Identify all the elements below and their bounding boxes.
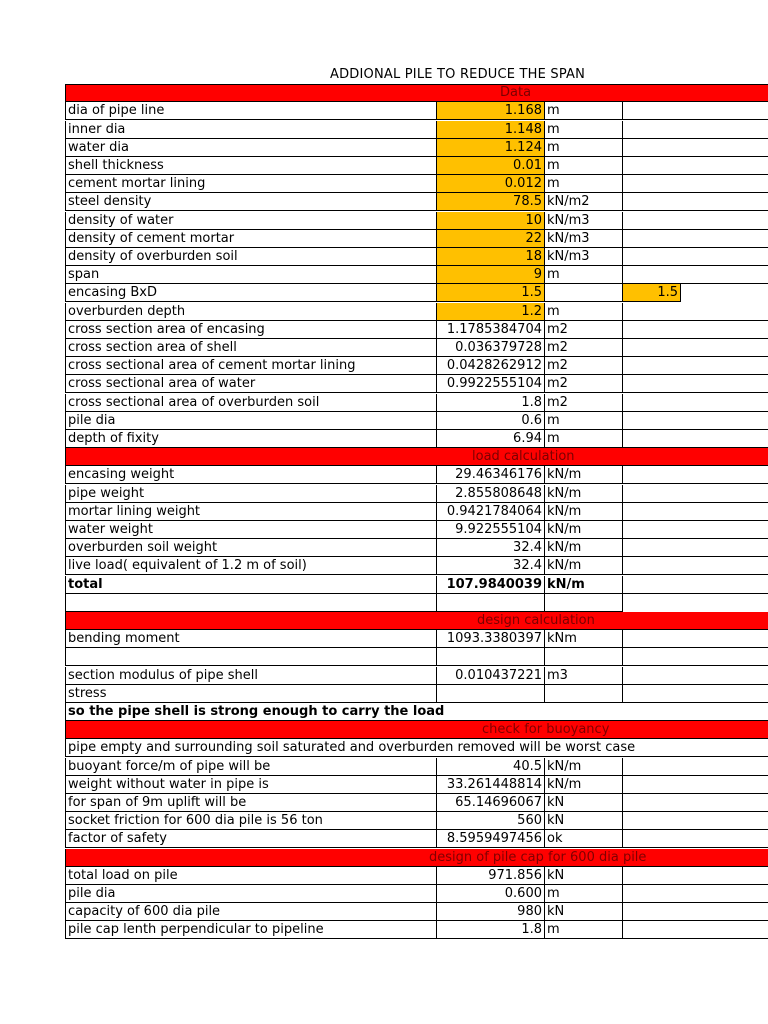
row-value: 78.5 — [437, 193, 545, 211]
row-value: 1.8 — [437, 394, 545, 412]
row-extra — [623, 466, 768, 484]
row-label: density of overburden soil — [65, 248, 437, 266]
row-value: 65.14696067 — [437, 794, 545, 812]
table-row — [65, 867, 768, 885]
row-extra — [623, 576, 768, 594]
row-label: capacity of 600 dia pile — [65, 903, 437, 921]
row-extra — [623, 521, 768, 539]
row-value — [437, 648, 545, 666]
row-unit: kN/m2 — [545, 193, 623, 211]
row-extra — [623, 139, 768, 157]
section-header-pilecap-fill — [65, 849, 768, 867]
row-unit: m — [545, 175, 623, 193]
row-unit: kN — [545, 903, 623, 921]
table-row — [65, 412, 768, 430]
table-row — [65, 466, 768, 484]
row-extra — [623, 193, 768, 211]
row-value: 29.46346176 — [437, 466, 545, 484]
row-unit: m — [545, 266, 623, 284]
row-extra — [623, 776, 768, 794]
table-row — [65, 776, 768, 794]
row-unit: m2 — [545, 339, 623, 357]
table-row — [65, 503, 768, 521]
row-value: 8.5959497456 — [437, 830, 545, 848]
row-extra — [623, 375, 768, 393]
row-unit: kN/m — [545, 539, 623, 557]
row-extra — [623, 485, 768, 503]
section-header-buoyancy-text: check for buoyancy — [482, 722, 610, 737]
table-row — [65, 539, 768, 557]
row-extra — [623, 175, 768, 193]
row-value: 1.168 — [437, 102, 545, 120]
table-row — [65, 830, 768, 848]
row-unit: kN — [545, 794, 623, 812]
row-unit: m2 — [545, 375, 623, 393]
row-label: section modulus of pipe shell — [65, 667, 437, 685]
row-label: cement mortar lining — [65, 175, 437, 193]
row-extra — [623, 812, 768, 830]
row-label: buoyant force/m of pipe will be — [65, 758, 437, 776]
table-row — [65, 648, 768, 666]
table-row — [65, 321, 768, 339]
section-header-design-text: design calculation — [477, 613, 595, 628]
row-extra — [623, 830, 768, 848]
table-row — [65, 903, 768, 921]
row-extra — [623, 903, 768, 921]
row-unit: m3 — [545, 667, 623, 685]
row-label: total — [65, 576, 437, 594]
row-unit: kNm — [545, 630, 623, 648]
row-extra — [623, 503, 768, 521]
row-label: dia of pipe line — [65, 102, 437, 120]
row-unit: kN/m — [545, 557, 623, 575]
row-label: steel density — [65, 193, 437, 211]
row-label: so the pipe shell is strong enough to carry the load — [65, 703, 768, 721]
table-row — [65, 139, 768, 157]
table-row — [65, 685, 768, 703]
table-row — [65, 230, 768, 248]
row-value: 32.4 — [437, 557, 545, 575]
row-label: pile dia — [65, 412, 437, 430]
section-header-data-text: Data — [500, 85, 532, 100]
row-label: cross sectional area of water — [65, 375, 437, 393]
row-extra — [623, 685, 768, 703]
row-label: for span of 9m uplift will be — [65, 794, 437, 812]
row-unit: m — [545, 921, 623, 939]
row-value: 0.0428262912 — [437, 357, 545, 375]
table-row — [65, 667, 768, 685]
row-unit: kN/m — [545, 503, 623, 521]
row-label: water dia — [65, 139, 437, 157]
row-label: pipe empty and surrounding soil saturated and overburden removed will be worst case — [65, 739, 768, 757]
row-extra — [623, 321, 768, 339]
table-row — [65, 175, 768, 193]
row-label: cross section area of encasing — [65, 321, 437, 339]
row-extra — [623, 248, 768, 266]
row-extra — [623, 303, 768, 321]
blank-cell — [437, 594, 545, 612]
table-row — [65, 812, 768, 830]
row-unit — [545, 685, 623, 703]
row-label: water weight — [65, 521, 437, 539]
row-value: 980 — [437, 903, 545, 921]
row-label: shell thickness — [65, 157, 437, 175]
row-value: 22 — [437, 230, 545, 248]
row-extra — [623, 557, 768, 575]
table-row — [65, 375, 768, 393]
row-value: 0.012 — [437, 175, 545, 193]
row-unit: m — [545, 412, 623, 430]
row-value: 107.9840039 — [437, 576, 545, 594]
row-extra — [623, 357, 768, 375]
row-extra — [623, 885, 768, 903]
table-row — [65, 303, 768, 321]
row-unit: m2 — [545, 394, 623, 412]
row-unit: kN/m — [545, 576, 623, 594]
table-row — [65, 121, 768, 139]
row-label: span — [65, 266, 437, 284]
row-unit: kN/m — [545, 466, 623, 484]
row-unit: kN/m — [545, 758, 623, 776]
row-unit: kN/m — [545, 485, 623, 503]
row-value: 0.036379728 — [437, 339, 545, 357]
row-label: total load on pile — [65, 867, 437, 885]
row-value: 1.2 — [437, 303, 545, 321]
row-value: 971.856 — [437, 867, 545, 885]
row-unit: m2 — [545, 321, 623, 339]
row-unit: ok — [545, 830, 623, 848]
sheet-title — [65, 66, 768, 84]
table-row — [65, 394, 768, 412]
row-unit — [545, 648, 623, 666]
row-extra — [623, 630, 768, 648]
row-value: 1.8 — [437, 921, 545, 939]
row-extra — [623, 648, 768, 666]
row-label: pile dia — [65, 885, 437, 903]
section-header-load-fill — [65, 448, 768, 466]
row-label: cross sectional area of overburden soil — [65, 394, 437, 412]
row-label: density of water — [65, 212, 437, 230]
row-extra — [623, 212, 768, 230]
table-row — [65, 157, 768, 175]
row-extra — [623, 157, 768, 175]
row-unit: m — [545, 885, 623, 903]
row-unit — [545, 284, 623, 302]
blank-cell — [545, 594, 623, 612]
table-row — [65, 193, 768, 211]
row-label: factor of safety — [65, 830, 437, 848]
table-row — [65, 102, 768, 120]
row-unit: kN/m3 — [545, 230, 623, 248]
blank-row — [65, 594, 768, 612]
sheet-title-text: ADDIONAL PILE TO REDUCE THE SPAN — [330, 67, 586, 82]
row-value: 1.124 — [437, 139, 545, 157]
row-extra — [623, 667, 768, 685]
row-unit: m — [545, 121, 623, 139]
section-header-design — [65, 612, 768, 630]
table-row — [65, 557, 768, 575]
row-label: pipe weight — [65, 485, 437, 503]
row-label: inner dia — [65, 121, 437, 139]
table-row — [65, 885, 768, 903]
table-row — [65, 212, 768, 230]
row-unit: m — [545, 139, 623, 157]
row-value: 0.9922555104 — [437, 375, 545, 393]
row-value: 0.01 — [437, 157, 545, 175]
row-value: 10 — [437, 212, 545, 230]
row-extra — [623, 102, 768, 120]
row-label: socket friction for 600 dia pile is 56 ton — [65, 812, 437, 830]
row-extra — [623, 266, 768, 284]
spreadsheet — [65, 66, 768, 946]
row-unit: m2 — [545, 357, 623, 375]
row-label: cross sectional area of cement mortar lining — [65, 357, 437, 375]
row-extra — [623, 921, 768, 939]
row-value: 0.600 — [437, 885, 545, 903]
table-row — [65, 576, 768, 594]
row-extra — [623, 412, 768, 430]
section-header-pilecap — [65, 849, 768, 867]
row-extra — [623, 121, 768, 139]
section-header-data — [65, 84, 768, 102]
section-header-pilecap-text: design of pile cap for 600 dia pile — [429, 850, 647, 865]
row-label: pile cap lenth perpendicular to pipeline — [65, 921, 437, 939]
row-value: 1.5 — [437, 284, 545, 302]
table-row — [65, 630, 768, 648]
row-label: encasing weight — [65, 466, 437, 484]
row-extra: 1.5 — [623, 284, 681, 302]
row-value: 0.010437221 — [437, 667, 545, 685]
row-value: 6.94 — [437, 430, 545, 448]
table-row — [65, 430, 768, 448]
row-label: stress — [65, 685, 437, 703]
table-row — [65, 485, 768, 503]
row-value: 1093.3380397 — [437, 630, 545, 648]
row-extra — [623, 339, 768, 357]
row-value: 18 — [437, 248, 545, 266]
blank-cell — [65, 594, 437, 612]
row-label: mortar lining weight — [65, 503, 437, 521]
row-unit: kN/m3 — [545, 248, 623, 266]
row-label: overburden depth — [65, 303, 437, 321]
row-label: overburden soil weight — [65, 539, 437, 557]
row-value: 32.4 — [437, 539, 545, 557]
row-unit: kN/m — [545, 776, 623, 794]
row-label: density of cement mortar — [65, 230, 437, 248]
row-value — [437, 685, 545, 703]
table-row — [65, 758, 768, 776]
row-extra — [623, 539, 768, 557]
row-value: 1.148 — [437, 121, 545, 139]
row-value: 9 — [437, 266, 545, 284]
row-extra — [623, 430, 768, 448]
row-extra — [623, 230, 768, 248]
row-extra — [623, 794, 768, 812]
row-label: bending moment — [65, 630, 437, 648]
row-label: encasing BxD — [65, 284, 437, 302]
row-extra — [623, 394, 768, 412]
row-unit: m — [545, 303, 623, 321]
table-row — [65, 521, 768, 539]
row-unit: kN — [545, 867, 623, 885]
row-unit: m — [545, 430, 623, 448]
section-header-buoyancy — [65, 721, 768, 739]
row-extra — [623, 758, 768, 776]
row-unit: m — [545, 102, 623, 120]
row-label: cross section area of shell — [65, 339, 437, 357]
row-value: 2.855808648 — [437, 485, 545, 503]
table-row — [65, 248, 768, 266]
row-label — [65, 648, 437, 666]
section-header-buoyancy-fill — [65, 721, 768, 739]
table-row — [65, 339, 768, 357]
row-label: depth of fixity — [65, 430, 437, 448]
row-extra — [623, 867, 768, 885]
row-value: 0.6 — [437, 412, 545, 430]
row-unit: kN — [545, 812, 623, 830]
row-value: 1.1785384704 — [437, 321, 545, 339]
row-unit: kN/m — [545, 521, 623, 539]
row-value: 9.922555104 — [437, 521, 545, 539]
table-row — [65, 284, 768, 302]
row-label: weight without water in pipe is — [65, 776, 437, 794]
row-value: 0.9421784064 — [437, 503, 545, 521]
table-row — [65, 266, 768, 284]
section-header-design-fill — [65, 612, 768, 630]
row-value: 33.261448814 — [437, 776, 545, 794]
table-row — [65, 921, 768, 939]
row-unit: kN/m3 — [545, 212, 623, 230]
section-header-load-text: load calculation — [472, 449, 575, 464]
table-row — [65, 794, 768, 812]
table-row — [65, 739, 768, 757]
table-row — [65, 703, 768, 721]
row-unit: m — [545, 157, 623, 175]
table-row — [65, 357, 768, 375]
row-value: 40.5 — [437, 758, 545, 776]
row-value: 560 — [437, 812, 545, 830]
section-header-load — [65, 448, 768, 466]
row-label: live load( equivalent of 1.2 m of soil) — [65, 557, 437, 575]
